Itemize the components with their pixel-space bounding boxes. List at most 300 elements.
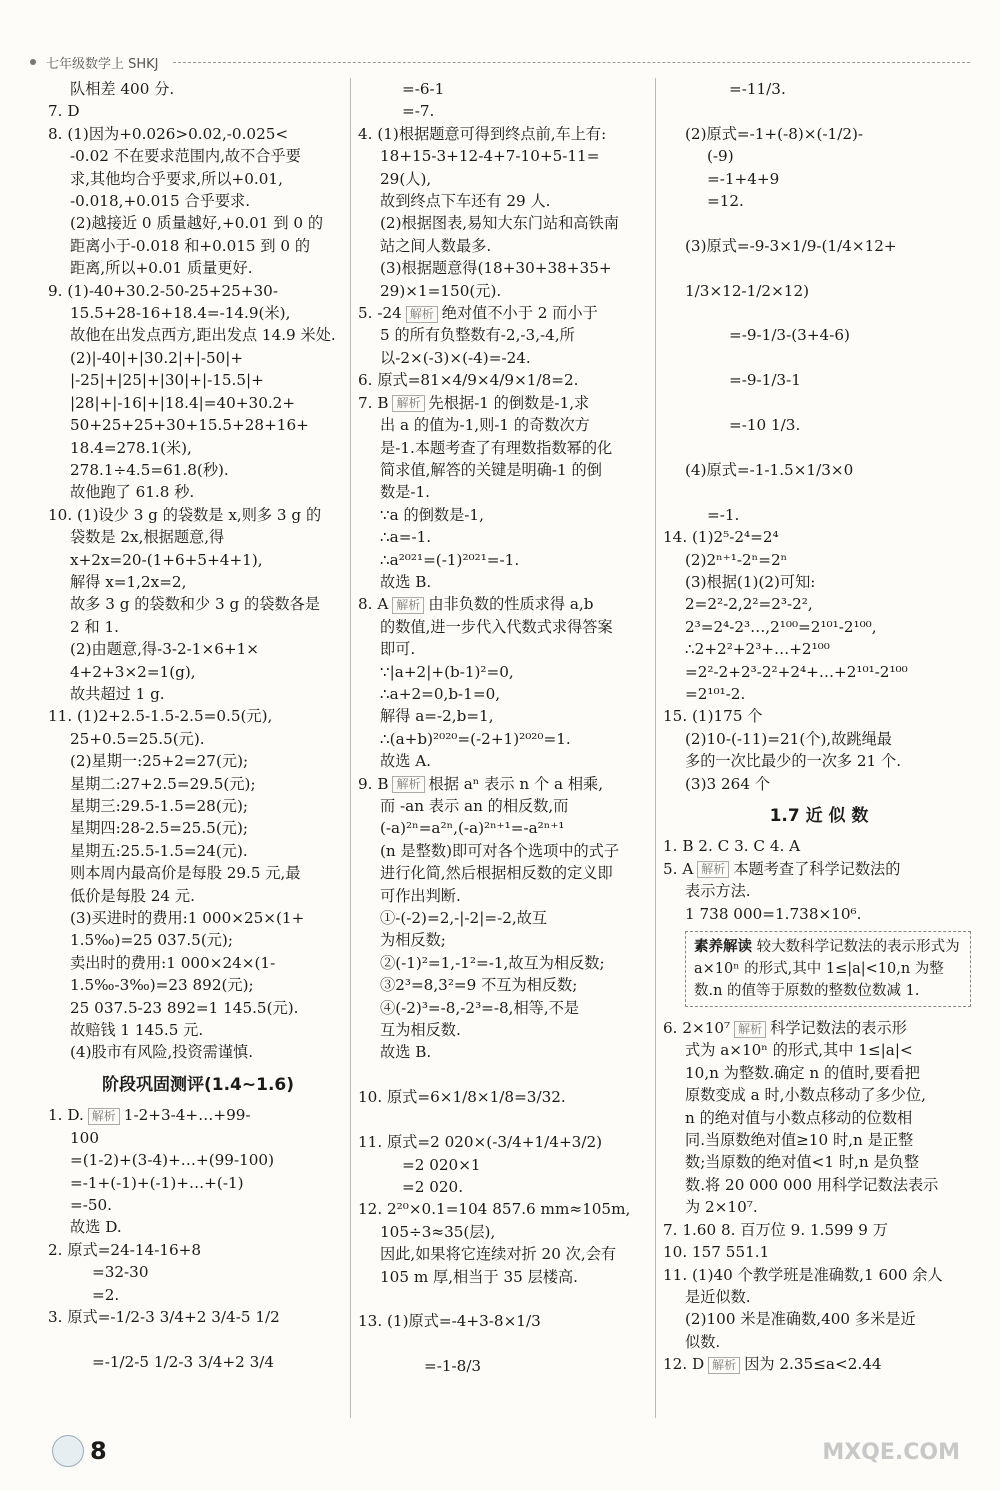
answer-line	[358, 750, 650, 772]
answer-line	[358, 1333, 650, 1355]
answer-line	[48, 123, 348, 145]
answer-text: 袋数是 2x,根据题意,得	[70, 528, 225, 547]
column-divider-2	[655, 78, 656, 1418]
answer-text: 1. D.	[48, 1106, 84, 1125]
answer-text: 故选 D.	[70, 1218, 122, 1237]
answer-line	[358, 1131, 650, 1153]
answer-text: (2)星期一:25+2=27(元);	[70, 752, 249, 771]
answer-line	[358, 481, 650, 503]
answer-text: (2)2ⁿ⁺¹-2ⁿ=2ⁿ	[685, 550, 788, 569]
answer-text	[663, 349, 668, 367]
answer-line	[358, 840, 650, 862]
answer-line	[48, 683, 348, 705]
answer-line	[48, 414, 348, 436]
answer-line	[663, 1062, 975, 1084]
answer-line	[48, 481, 348, 503]
answer-text: 故多 3 g 的袋数和少 3 g 的袋数各是	[70, 595, 320, 614]
answer-line	[663, 1241, 975, 1263]
answer-text: 11. (1)40 个教学班是准确数,1 600 余人	[663, 1265, 943, 1284]
answer-line	[358, 638, 650, 660]
answer-line	[358, 1198, 650, 1220]
analysis-text: 本题考查了科学记数法的	[733, 859, 901, 878]
answer-line	[48, 1284, 348, 1306]
answer-text: 25 037.5-23 892=1 145.5(元).	[70, 998, 299, 1017]
analysis-tag: 解析	[708, 1357, 740, 1374]
answer-line	[663, 324, 975, 346]
answer-line	[663, 1219, 975, 1241]
answer-line	[358, 1109, 650, 1131]
answer-line	[358, 235, 650, 257]
answer-text: 距离小于-0.018 和+0.015 到 0 的	[70, 236, 311, 255]
answer-line	[48, 773, 348, 795]
answer-text: (3)买进时的费用:1 000×25×(1+	[70, 909, 305, 928]
answer-line	[358, 504, 650, 526]
answer-line	[48, 1041, 348, 1063]
answer-line	[358, 929, 650, 951]
bullet-icon	[30, 59, 36, 65]
answer-text: 13. (1)原式=-4+3-8×1/3	[358, 1312, 541, 1331]
answer-line	[48, 369, 348, 391]
answer-text: 为相反数;	[380, 931, 446, 950]
answer-text: =-10 1/3.	[729, 416, 801, 435]
answer-text	[663, 214, 668, 232]
answer-text	[663, 259, 668, 277]
answer-text: 故到终点下车还有 29 人.	[380, 192, 551, 211]
answer-text: ③2³=8,3²=9 不互为相反数;	[380, 976, 578, 995]
answer-text	[663, 102, 668, 120]
answer-text: 278.1÷4.5=61.8(秒).	[70, 460, 229, 479]
answer-line	[48, 1328, 348, 1350]
answer-text: 2. 原式=24-14-16+8	[48, 1240, 202, 1259]
answer-text: =-9-1/3-(3+4-6)	[729, 326, 850, 345]
tip-box-title: 素养解读	[694, 939, 752, 956]
answer-text: 25+0.5=25.5(元).	[70, 729, 205, 748]
answer-text: =2 020×1	[402, 1155, 481, 1174]
answer-line	[358, 100, 650, 122]
answer-text: 11. (1)2+2.5-1.5-2.5=0.5(元),	[48, 707, 273, 726]
answer-text: 105 m 厚,相当于 35 层楼高.	[380, 1267, 578, 1286]
answer-line	[358, 817, 650, 839]
answer-text: (2)|-40|+|30.2|+|-50|+	[70, 348, 244, 367]
answer-text: 星期四:28-2.5=25.5(元);	[70, 819, 248, 838]
answer-line	[48, 593, 348, 615]
answer-line	[48, 257, 348, 279]
answer-text	[48, 1330, 53, 1348]
answer-line	[663, 750, 975, 772]
answer-line	[358, 1355, 650, 1377]
answer-line	[358, 593, 650, 615]
answer-line	[663, 459, 975, 481]
analysis-tag: 解析	[406, 306, 438, 323]
answer-line	[663, 683, 975, 705]
answer-line	[48, 907, 348, 929]
answer-text: 12. 2²⁰×0.1=104 857.6 mm≈105m,	[358, 1200, 631, 1219]
answer-line	[48, 78, 348, 100]
answer-line	[358, 392, 650, 414]
answer-line	[358, 571, 650, 593]
answer-text: 5 的所有负整数有-2,-3,-4,所	[380, 326, 575, 345]
answer-line	[48, 437, 348, 459]
answer-text: 距离,所以+0.01 质量更好.	[70, 259, 253, 278]
answer-line	[48, 795, 348, 817]
answer-line	[48, 1019, 348, 1041]
answer-text: ∴a²⁰²¹=(-1)²⁰²¹=-1.	[380, 550, 520, 569]
answer-text: =-7.	[402, 102, 435, 121]
answer-text: (2)原式=-1+(-8)×(-1/2)-	[685, 124, 864, 143]
answer-text: 数.将 20 000 000 用科学记数法表示	[685, 1175, 939, 1194]
dolphin-logo-icon	[52, 1435, 84, 1467]
analysis-text: 科学记数法的表示形	[770, 1019, 907, 1038]
answer-text: =32-30	[92, 1263, 149, 1282]
answer-line	[358, 123, 650, 145]
answer-line	[663, 549, 975, 571]
answer-text: 故他在出发点西方,距出发点 14.9 米处.	[70, 326, 336, 345]
answer-line	[48, 638, 348, 660]
answer-text: =2²-2+2³-2²+2⁴+…+2¹⁰¹-2¹⁰⁰	[685, 662, 908, 681]
answer-text: (-9)	[707, 147, 734, 166]
answer-text: 18+15-3+12-4+7-10+5-11=	[380, 147, 600, 166]
analysis-text: 先根据-1 的倒数是-1,求	[428, 393, 590, 412]
answer-text: 1 738 000=1.738×10⁶.	[685, 904, 862, 923]
answer-text: 数是-1.	[380, 483, 430, 502]
page-footer	[52, 1435, 107, 1467]
tip-box	[685, 931, 971, 1007]
answer-text: 14. (1)2⁵-2⁴=2⁴	[663, 528, 779, 547]
answer-text: 多的一次比最少的一次多 21 个.	[685, 752, 902, 771]
answer-line	[48, 347, 348, 369]
answer-line	[48, 190, 348, 212]
answer-line	[663, 257, 975, 279]
answer-text: 卖出时的费用:1 000×24×(1-	[70, 953, 276, 972]
answer-line	[48, 280, 348, 302]
answer-line	[48, 952, 348, 974]
answer-line	[663, 481, 975, 503]
column-divider-1	[350, 78, 351, 1418]
answer-line	[48, 168, 348, 190]
answer-line	[663, 880, 975, 902]
answer-text: 4. (1)根据题意可得到终点前,车上有:	[358, 124, 607, 143]
answer-line	[358, 369, 650, 391]
answer-text: 进行化简,然后根据相反数的定义即	[380, 864, 613, 883]
answer-line	[663, 661, 975, 683]
answer-line	[358, 728, 650, 750]
answer-text: =-1+4+9	[707, 169, 780, 188]
answer-line	[358, 526, 650, 548]
answer-text: -0.018,+0.015 合乎要求.	[70, 192, 251, 211]
answer-text: 可作出判断.	[380, 886, 461, 905]
answer-line	[358, 705, 650, 727]
answer-line	[48, 885, 348, 907]
answer-line	[663, 616, 975, 638]
answer-line	[358, 1266, 650, 1288]
answer-line	[663, 1286, 975, 1308]
answer-text: ∴a=-1.	[380, 528, 432, 547]
answer-text: 即可.	[380, 640, 416, 659]
answer-line	[663, 705, 975, 727]
analysis-text: 根据 aⁿ 表示 n 个 a 相乘,	[428, 774, 604, 793]
answer-text: ∴(a+b)²⁰²⁰=(-2+1)²⁰²⁰=1.	[380, 729, 571, 748]
answer-line	[358, 1310, 650, 1332]
answer-line	[48, 1104, 348, 1126]
answer-line	[358, 1243, 650, 1265]
analysis-text: 由非负数的性质求得 a,b	[428, 595, 594, 614]
answer-text: =12.	[707, 192, 744, 211]
answer-text: 以-2×(-3)×(-4)=-24.	[380, 348, 531, 367]
answer-text: 的数值,进一步代入代数式求得答案	[380, 617, 613, 636]
answer-line	[358, 661, 650, 683]
answer-line	[358, 168, 650, 190]
answer-text: 9. (1)-40+30.2-50-25+25+30-	[48, 281, 278, 300]
answer-text: 简求值,解答的关键是明确-1 的倒	[380, 460, 602, 479]
answer-text: 10. 原式=6×1/8×1/8=3/32.	[358, 1088, 566, 1107]
answer-line	[48, 1306, 348, 1328]
answer-text: 5. -24	[358, 304, 402, 323]
answer-line	[48, 1239, 348, 1261]
answer-line	[663, 1084, 975, 1106]
answer-line	[663, 1331, 975, 1353]
answer-text: (2)由题意,得-3-2-1×6+1×	[70, 640, 259, 659]
answer-text: 11. 原式=2 020×(-3/4+1/4+3/2)	[358, 1133, 603, 1152]
answer-line	[358, 683, 650, 705]
answer-line	[358, 1019, 650, 1041]
answer-line	[48, 100, 348, 122]
answer-line	[663, 1107, 975, 1129]
answer-line	[358, 952, 650, 974]
answer-line	[358, 257, 650, 279]
answer-line	[358, 907, 650, 929]
analysis-text: 1-2+3-4+…+99-	[123, 1106, 251, 1125]
answer-text: 100	[70, 1128, 99, 1147]
answer-text	[358, 1111, 363, 1129]
answer-text: 7. D	[48, 102, 80, 121]
answer-line	[358, 459, 650, 481]
answer-line	[663, 1264, 975, 1286]
answer-line	[663, 858, 975, 880]
answer-text: x+2x=20-(1+6+5+4+1),	[70, 550, 263, 569]
answer-line	[48, 661, 348, 683]
answer-line	[358, 1041, 650, 1063]
answer-line	[48, 235, 348, 257]
answer-text: (4)原式=-1-1.5×1/3×0	[685, 460, 854, 479]
answer-line	[358, 997, 650, 1019]
answer-line	[48, 145, 348, 167]
analysis-text: 绝对值不小于 2 而小于	[441, 304, 598, 323]
answer-text	[663, 394, 668, 412]
page-number: 8	[90, 1437, 107, 1465]
answer-text: ①-(-2)=2,-|-2|=-2,故互	[380, 909, 548, 928]
answer-line	[48, 750, 348, 772]
answer-text: =-6-1	[402, 80, 445, 98]
answer-text: 原数变成 a 时,小数点移动了多少位,	[685, 1086, 926, 1105]
answer-line	[358, 1086, 650, 1108]
answer-line	[663, 145, 975, 167]
answer-text: 则本周内最高价是每股 29.5 元,最	[70, 864, 301, 883]
answer-line	[663, 835, 975, 857]
answer-line	[48, 1261, 348, 1283]
answer-text: 18.4=278.1(米),	[70, 438, 192, 457]
answer-line	[358, 1288, 650, 1310]
answer-line	[663, 638, 975, 660]
answer-text: |-25|+|25|+|30|+|-15.5|+	[70, 371, 264, 390]
answer-text: 29(人),	[380, 169, 432, 188]
answer-line	[48, 616, 348, 638]
answer-line	[663, 1308, 975, 1330]
answer-line	[663, 78, 975, 100]
answer-line	[663, 369, 975, 391]
answer-line	[663, 1017, 975, 1039]
answer-text: 互为相反数.	[380, 1021, 461, 1040]
answer-line	[663, 1039, 975, 1061]
answer-text: 1.5‰-3‰)=23 892(元);	[70, 976, 254, 995]
answer-text: 1.5‰)=25 037.5(元);	[70, 931, 233, 950]
answer-column-2	[358, 78, 650, 1418]
tip-box-text: 较大数科学记数法的表示形式为 a×10ⁿ 的形式,其中 1≤|a|<10,n 为整数.n 的值等于原数的整数位数减 1.	[694, 939, 960, 1000]
answer-text: 7. B	[358, 393, 389, 412]
answer-line	[48, 705, 348, 727]
answer-line	[48, 392, 348, 414]
answer-line	[358, 773, 650, 795]
answer-text: ∵|a+2|+(b-1)²=0,	[380, 662, 514, 681]
answer-text: 105÷3≈35(层),	[380, 1222, 496, 1241]
answer-line	[358, 302, 650, 324]
answer-text: 故选 A.	[380, 752, 431, 771]
answer-text: 1/3×12-1/2×12)	[685, 281, 810, 300]
answer-text: 站之间人数最多.	[380, 236, 492, 255]
answer-line	[358, 862, 650, 884]
answer-line	[48, 1172, 348, 1194]
answer-line	[663, 504, 975, 526]
answer-line	[48, 504, 348, 526]
answer-line	[48, 997, 348, 1019]
answer-text: 为 2×10⁷.	[685, 1198, 758, 1217]
answer-line	[663, 392, 975, 414]
answer-text: ∴2+2²+2³+…+2¹⁰⁰	[685, 640, 830, 659]
answer-text: ∵a 的倒数是-1,	[380, 505, 484, 524]
answer-text: 10,n 为整数.确定 n 的值时,要看把	[685, 1063, 920, 1082]
answer-text: =-1/2-5 1/2-3 3/4+2 3/4	[92, 1352, 275, 1371]
answer-text: 解得 a=-2,b=1,	[380, 707, 494, 726]
answer-line	[48, 728, 348, 750]
answer-text: 数;当原数的绝对值<1 时,n 是负整	[685, 1153, 920, 1172]
answer-text: =-50.	[70, 1195, 113, 1214]
answer-line	[358, 616, 650, 638]
answer-text: 50+25+25+30+15.5+28+16+	[70, 416, 309, 435]
header-title: 七年级数学上 SHKJ	[46, 56, 159, 72]
answer-line	[48, 526, 348, 548]
answer-text: =-1-8/3	[424, 1357, 482, 1376]
analysis-tag: 解析	[392, 597, 424, 614]
answer-line	[663, 526, 975, 548]
analysis-tag: 解析	[697, 861, 729, 878]
answer-line	[663, 212, 975, 234]
answer-line	[48, 571, 348, 593]
answer-line	[48, 302, 348, 324]
analysis-tag: 解析	[734, 1021, 766, 1038]
answer-text: 2=2²-2,2²=2³-2²,	[685, 595, 813, 614]
answer-text: 12. D	[663, 1355, 705, 1374]
answer-text: =-1+(-1)+(-1)+…+(-1)	[70, 1173, 244, 1192]
answer-text: 9. B	[358, 774, 389, 793]
answer-line	[663, 168, 975, 190]
answer-text: 2 和 1.	[70, 617, 119, 636]
answer-text: 15. (1)175 个	[663, 707, 763, 726]
answer-line	[48, 840, 348, 862]
answer-text: 故共超过 1 g.	[70, 684, 165, 703]
answer-line	[358, 324, 650, 346]
answer-line	[663, 1129, 975, 1151]
answer-text: =2 020.	[402, 1177, 464, 1196]
answer-text: 7. 1.60 8. 百万位 9. 1.599 9 万	[663, 1220, 888, 1239]
answer-line	[358, 1154, 650, 1176]
analysis-tag: 解析	[392, 395, 424, 412]
analysis-text: 因为 2.35≤a<2.44	[744, 1355, 882, 1374]
answer-line	[663, 123, 975, 145]
answer-line	[48, 1216, 348, 1238]
answer-line	[48, 1351, 348, 1373]
answer-line	[663, 728, 975, 750]
header-rule	[173, 62, 970, 63]
answer-text	[358, 1335, 363, 1353]
answer-line	[358, 78, 650, 100]
answer-line	[48, 1194, 348, 1216]
answer-text: 星期五:25.5-1.5=24(元).	[70, 841, 248, 860]
answer-line	[358, 280, 650, 302]
answer-line	[358, 1176, 650, 1198]
answer-text: 8. A	[358, 595, 389, 614]
answer-text: (2)越接近 0 质量越好,+0.01 到 0 的	[70, 214, 324, 233]
answer-text: |28|+|-16|+|18.4|=40+30.2+	[70, 393, 296, 412]
answer-text: 10. 157 551.1	[663, 1243, 770, 1262]
analysis-tag: 解析	[392, 776, 424, 793]
answer-text: 5. A	[663, 859, 694, 878]
answer-line	[358, 347, 650, 369]
answer-line	[663, 302, 975, 324]
answer-line	[663, 903, 975, 925]
answer-text: =-11/3.	[729, 80, 786, 98]
answer-text: 6. 2×10⁷	[663, 1019, 731, 1038]
answer-line	[663, 437, 975, 459]
answer-text: (n 是整数)即可对各个选项中的式子	[380, 841, 620, 860]
answer-line	[663, 100, 975, 122]
answer-text: (2)100 米是准确数,400 多米是近	[685, 1310, 916, 1329]
answer-text: =2¹⁰¹-2.	[685, 684, 746, 703]
answer-text: 6. 原式=81×4/9×4/9×1/8=2.	[358, 371, 579, 390]
answer-text: 星期三:29.5-1.5=28(元);	[70, 797, 248, 815]
answer-text: 出 a 的值为-1,则-1 的奇数次方	[380, 416, 590, 435]
answer-text: ②(-1)²=1,-1²=-1,故互为相反数;	[380, 953, 605, 972]
answer-line	[358, 885, 650, 907]
answer-text: 求,其他均合乎要求,所以+0.01,	[70, 169, 283, 188]
answer-text: 8. (1)因为+0.026>0.02,-0.025<	[48, 124, 289, 143]
answer-line	[663, 280, 975, 302]
page-header	[30, 50, 970, 74]
answer-line	[663, 235, 975, 257]
answer-line	[358, 437, 650, 459]
answer-text: 故选 B.	[380, 1043, 432, 1062]
answer-text: (3)根据题意得(18+30+38+35+	[380, 259, 612, 278]
answer-line	[358, 795, 650, 817]
answer-text: 是近似数.	[685, 1287, 751, 1306]
answer-text	[358, 1066, 363, 1084]
answer-text: 低价是每股 24 元.	[70, 886, 195, 905]
answer-text: (3)根据(1)(2)可知:	[685, 572, 816, 591]
answer-text: n 的绝对值与小数点移动的位数相	[685, 1108, 913, 1127]
answer-text: (2)根据图表,易知大东门站和高铁南	[380, 214, 619, 233]
answer-line	[358, 145, 650, 167]
answer-line	[358, 212, 650, 234]
answer-line	[663, 593, 975, 615]
section-heading: 1.7 近 似 数	[769, 806, 869, 826]
